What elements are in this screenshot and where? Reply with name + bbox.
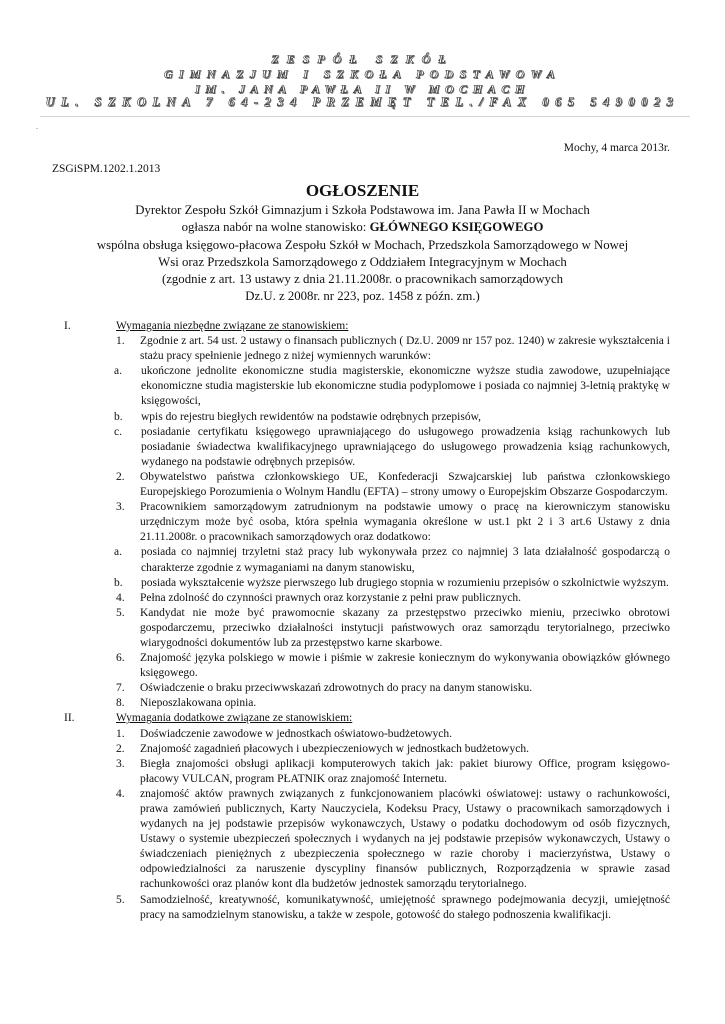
sub-item-text: posiada wykształcenie wyższe pierwszego lub drugiego stopnia w rozumieniu przepisów o szkolnictwie wyższym. <box>141 576 669 589</box>
item-number: 8. <box>116 697 125 710</box>
section-required <box>58 319 670 334</box>
item-text: Biegła znajomości obsługi aplikacji komputerowych takich jak: pakiet biurowy Office, program księgowo-płacowy VULCAN, program PŁATNIK oraz znajomość Internetu. <box>140 757 670 785</box>
list-item <box>116 500 670 545</box>
item-text: Samodzielność, kreatywność, komunikatywność, umiejętność sprawnego podejmowania decyzji, umiejętność pracy na samodzielnym stanowisku, a także w zespole, gotowość do stałego podnoszenia kwalifikacji. <box>140 893 670 921</box>
item-number: 5. <box>116 606 125 619</box>
section-heading: Wymagania dodatkowe związane ze stanowiskiem: <box>116 712 353 725</box>
list-item <box>116 591 670 606</box>
item-text: Doświadczenie zawodowe w jednostkach oświatowo-budżetowych. <box>140 727 452 740</box>
list-item <box>116 334 670 364</box>
item-text: Obywatelstwo państwa członkowskiego UE, Konfederacji Szwajcarskiej lub państwa członkowskiego Europejskiego Porozumienia o Wolnym Handlu (EFTA) – strony umowy o Europejskim Obszarze Gospodarczym. <box>140 470 670 499</box>
item-number: 4. <box>116 787 125 800</box>
sub-item <box>58 576 670 591</box>
list-item <box>116 787 670 893</box>
requirements-body <box>58 319 670 923</box>
item-number: 6. <box>116 652 125 665</box>
list-item <box>116 893 670 923</box>
item-number: 5. <box>116 893 125 906</box>
section-required-items <box>58 470 670 545</box>
sub-item-text: posiada co najmniej trzyletni staż pracy lub wykonywała przez co najmniej 3 lata działalność gospodarczą o charakterze zgodnie z wymaganiami na danym stanowisku, <box>141 546 670 574</box>
intro-line: Dyrektor Zespołu Szkół Gimnazjum i Szkoła Podstawowa im. Jana Pawła II w Mochach <box>135 203 590 217</box>
list-item <box>116 606 670 651</box>
letterhead-divider <box>40 116 690 117</box>
document-title: OGŁOSZENIE <box>305 181 420 200</box>
item-text: znajomość aktów prawnych związanych z funkcjonowaniem placówki oświatowej: ustawy o rachunkowości, prawa zamówień publicznych, Karty Nauczyciela, Kodeksu Pracy, Ustawy o pracownikach samorządowych i wydanych na jej podstawie przepisów wykonawczych, Ustawy o podatku dochodowym od osób fizycznych, Ustawy o systemie ubezpieczeń społecznych i wydanych na jej podstawie przepisów wykonawczych, Ustawy o świadczeniach pieniężnych z ubezpieczenia społecznego w razie choroby i macierzyństwa, Ustawy o odpowiedzialności za naruszenie dyscypliny finansów publicznych, Rozporządzenia w sprawie zasad rachunkowości oraz planów kont dla budżetów jednostek samorządu terytorialnego. <box>140 787 670 891</box>
section-additional <box>58 711 670 726</box>
item-number: 1. <box>116 727 125 740</box>
margin-dot: . <box>36 122 38 131</box>
section-number: I. <box>64 320 71 332</box>
item-number: 7. <box>116 682 125 695</box>
sub-item-letter: b. <box>114 410 123 423</box>
list-item <box>116 651 670 681</box>
intro-block <box>0 202 725 306</box>
letterhead-school-types: GIMNAZJUM I SZKOŁA PODSTAWOWA <box>163 67 562 81</box>
item-text: Pełna zdolność do czynności prawnych oraz korzystanie z pełni praw publicznych. <box>140 591 521 604</box>
item-text: Znajomość języka polskiego w mowie i piśmie w zakresie koniecznym do wykonywania obowiązków głównego księgowego. <box>140 652 670 680</box>
letterhead-address: UL. SZKOLNA 7 64-234 PRZEMĘT TEL./FAX 065 5490023 <box>45 95 680 109</box>
intro-line: wspólna obsługa księgowo-płacowa Zespołu Szkół w Mochach, Przedszkola Samorządowego w Nowej <box>96 237 629 252</box>
reference-number: ZSGiSPM.1202.1.2013 <box>52 163 161 175</box>
sub-item-letter: b. <box>114 576 123 589</box>
position-name: GŁÓWNEGO KSIĘGOWEGO <box>369 220 544 235</box>
item-number: 2. <box>116 742 125 755</box>
sub-item <box>58 410 670 425</box>
sub-item-letter: a. <box>114 546 122 559</box>
sub-item-text: wpis do rejestru biegłych rewidentów na podstawie odrębnych przepisów, <box>141 410 482 423</box>
list-item <box>116 470 670 500</box>
item-text: Znajomość zagadnień płacowych i ubezpieczeniowych w jednostkach budżetowych. <box>140 742 529 755</box>
section-number: II. <box>64 712 75 725</box>
intro-line: (zgodnie z art. 13 ustawy z dnia 21.11.2008r. o pracownikach samorządowych <box>161 272 564 287</box>
sub-item-text: posiadanie certyfikatu księgowego uprawniającego do usługowego prowadzenia ksiąg rachunkowych lub posiadanie świadectwa kwalifikacyjnego uprawniającego do usługowego prowadzenia ksiąg rachunkowych, wydanego na podstawie odrębnych przepisów. <box>141 425 670 468</box>
list-item <box>116 742 670 757</box>
letterhead-school-name: ZESPÓŁ SZKÓŁ <box>271 52 454 66</box>
sub-item <box>58 425 670 470</box>
list-item <box>116 696 670 711</box>
list-item <box>116 727 670 742</box>
intro-line: Dz.U. z 2008r. nr 223, poz. 1458 z późn. zm.) <box>245 289 480 304</box>
item-text: Pracownikiem samorządowym zatrudnionym na podstawie umowy o pracę na kierowniczym stanowisku urzędniczym może być osoba, która spełnia wymagania określone w ust.1 pkt 2 i 3 art.6 Ustawy z dnia 21.11.2008r. o pracownikach samorządowych oraz dodatkowo: <box>140 501 670 544</box>
section-additional-items <box>58 727 670 923</box>
item-text: Zgodnie z art. 54 ust. 2 ustawy o finansach publicznych ( Dz.U. 2009 nr 157 poz. 1240) w zakresie wykształcenia i stażu pracy spełnienie jednego z niżej wymiennych warunków: <box>140 335 670 363</box>
item-number: 3. <box>116 501 125 514</box>
item-text: Nieposzlakowana opinia. <box>140 697 257 710</box>
item-number: 2. <box>116 470 125 483</box>
sub-item-text: ukończone jednolite ekonomiczne studia magisterskie, ekonomiczne wyższe studia zawodowe, uzupełniające ekonomiczne studia magisterskie lub ekonomiczne studia podyplomowe i posiada co najmniej 3-letnią praktykę w księgowości, <box>141 365 670 408</box>
sub-item <box>58 364 670 409</box>
letterhead-patron: IM. JANA PAWŁA II W MOCHACH <box>195 82 530 96</box>
list-item <box>116 757 670 787</box>
intro-line-prefix: ogłasza nabór na wolne stanowisko: <box>181 220 370 235</box>
item-number: 3. <box>116 757 125 770</box>
item-text: Kandydat nie może być prawomocnie skazany za przestępstwo przeciwko mieniu, przeciwko obrotowi gospodarczemu, przeciwko działalności instytucji państwowych oraz samorządu terytorialnego, przeciwko wiarygodności dokumentów lub za przestępstwo karne skarbowe. <box>140 606 670 649</box>
document-date: Mochy, 4 marca 2013r. <box>563 142 670 154</box>
intro-line: Wsi oraz Przedszkola Samorządowego z Oddziałem Integracyjnym w Mochach <box>158 254 567 269</box>
item-number: 4. <box>116 591 125 604</box>
item-text: Oświadczenie o braku przeciwwskazań zdrowotnych do pracy na danym stanowisku. <box>140 682 533 695</box>
intro-line <box>0 219 725 236</box>
section-required-items <box>58 334 670 364</box>
sub-item-letter: a. <box>114 365 122 378</box>
sub-item <box>58 545 670 575</box>
section-required-items <box>58 591 670 712</box>
list-item <box>116 681 670 696</box>
item-number: 1. <box>116 335 125 348</box>
section-heading: Wymagania niezbędne związane ze stanowiskiem: <box>116 320 349 332</box>
sub-item-letter: c. <box>114 425 122 438</box>
